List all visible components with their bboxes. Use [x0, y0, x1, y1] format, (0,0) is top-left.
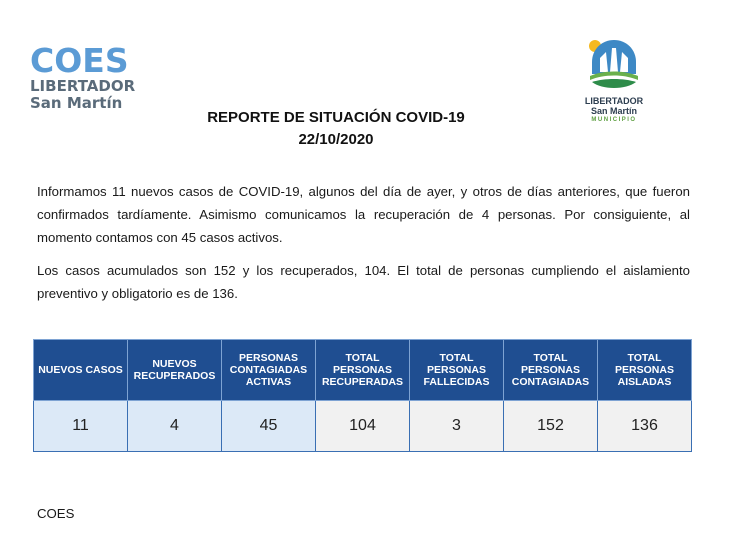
stats-table: [33, 339, 692, 452]
municipio-logo-line3: MUNICIPIO: [591, 117, 637, 123]
value-nuevos-casos: 11: [34, 401, 128, 452]
header-total-fallecidas: TOTAL PERSONAS FALLECIDAS: [410, 340, 504, 401]
report-title: REPORTE DE SITUACIÓN COVID-19: [207, 109, 465, 126]
stats-value-row: [34, 401, 692, 452]
municipio-logo-line1: LIBERTADOR: [584, 96, 644, 106]
coes-logo-line2: LIBERTADOR: [30, 77, 136, 95]
value-nuevos-recuperados: 4: [128, 401, 222, 452]
municipio-logo-line2: San Martín: [590, 106, 637, 116]
header-total-contagiadas: TOTAL PERSONAS CONTAGIADAS: [504, 340, 598, 401]
header-total-aisladas: TOTAL PERSONAS AISLADAS: [598, 340, 692, 401]
value-total-contagiadas: 152: [504, 401, 598, 452]
header-contagiadas-activas: PERSONAS CONTAGIADAS ACTIVAS: [222, 340, 316, 401]
value-total-recuperadas: 104: [316, 401, 410, 452]
header-nuevos-casos: NUEVOS CASOS: [34, 340, 128, 401]
footer-signature: COES: [37, 506, 75, 521]
coes-logo: [30, 41, 140, 112]
value-total-aisladas: 136: [598, 401, 692, 452]
header-nuevos-recuperados: NUEVOS RECUPERADOS: [128, 340, 222, 401]
paragraph-new-cases: Informamos 11 nuevos casos de COVID-19, algunos del día de ayer, y otros de días anteriores, que fueron confirmados tardíamente. Asimismo comunicamos la recuperación de 4 personas. Por consiguiente, al momento contamos con 45 casos activos.: [37, 184, 690, 245]
report-date: 22/10/2020: [298, 131, 374, 148]
coes-logo-title: COES: [30, 41, 129, 80]
paragraph-accumulated: Los casos acumulados son 152 y los recuperados, 104. El total de personas cumpliendo el aislamiento preventivo y obligatorio es de 136.: [37, 263, 690, 301]
value-total-fallecidas: 3: [410, 401, 504, 452]
stats-header-row: [34, 340, 692, 401]
header-total-recuperadas: TOTAL PERSONAS RECUPERADAS: [316, 340, 410, 401]
coes-logo-line3: San Martín: [30, 94, 123, 112]
municipio-emblem-icon: [586, 36, 642, 92]
value-contagiadas-activas: 45: [222, 401, 316, 452]
